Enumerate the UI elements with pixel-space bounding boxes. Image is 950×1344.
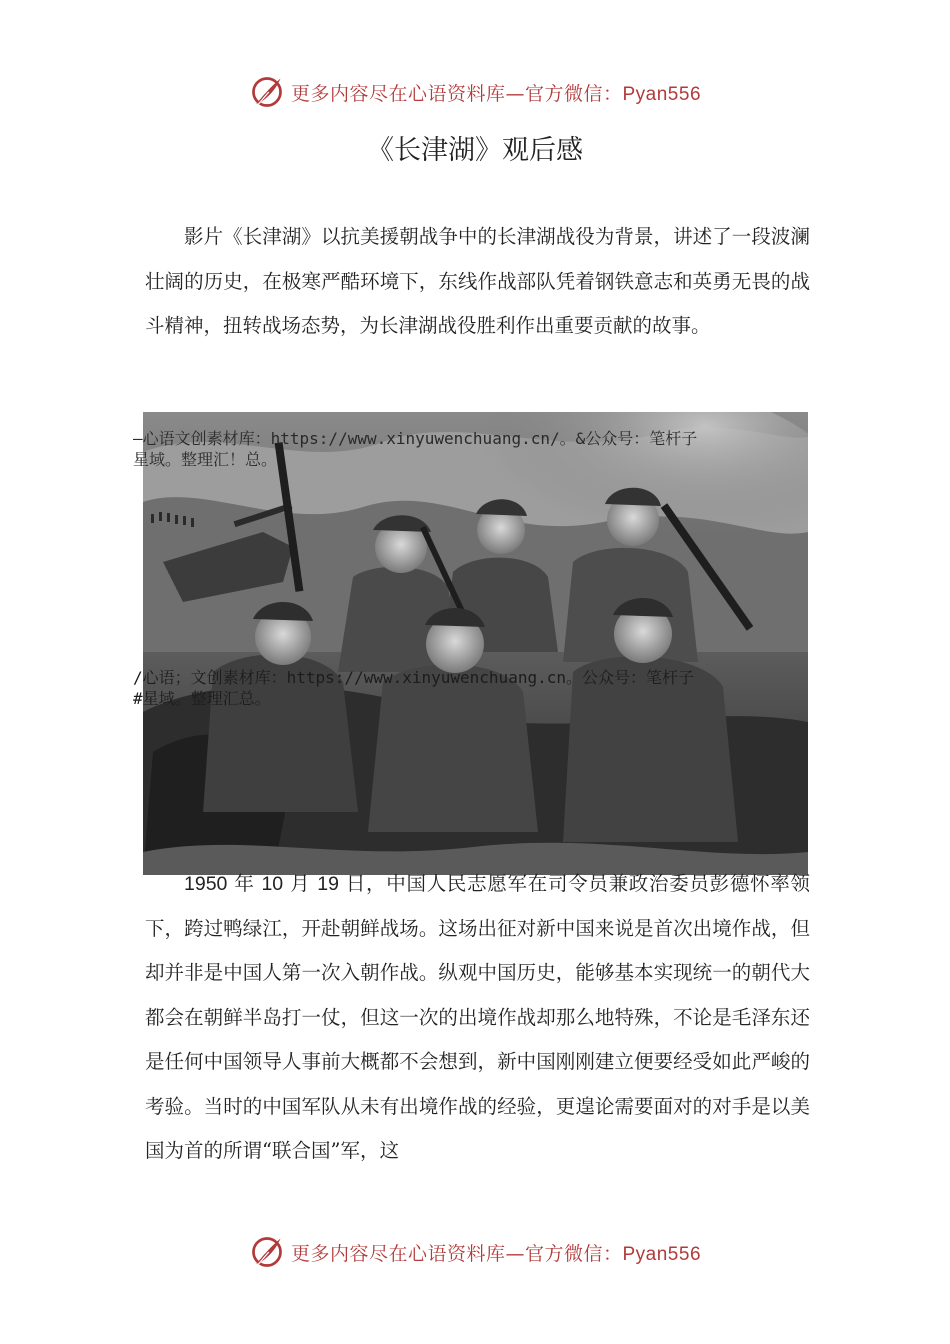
header-banner (0, 70, 950, 114)
watermark-text-lower (133, 667, 853, 709)
paragraph-intro: 影片《长津湖》以抗美援朝战争中的长津湖战役为背景，讲述了一段波澜壮阔的历史，在极寒严酷环境下，东线作战部队凭着钢铁意志和英勇无畏的战斗精神，扭转战场态势，为长津湖战役胜利作出重要贡献的故事。 (145, 225, 810, 337)
paragraph-history-body: 日，中国人民志愿军在司令员兼政治委员彭德怀率领下，跨过鸭绿江，开赴朝鲜战场。这场出征对新中国来说是首次出境作战，但却并非是中国人第一次入朝作战。纵观中国历史，能够基本实现统一的朝代大都会在朝鲜半岛打一仗，但这一次的出境作战却那么地特殊，不论是毛泽东还是任何中国领导人事前大概都不会想到，新中国刚刚建立便要经受如此严峻的考验。当时的中国军队从未有出境作战的经验，更遑论需要面对的对手是以美国为首的所谓“联合国”军，这 (145, 872, 811, 1162)
banner-slogan: 更多内容尽在心语资料库—官方微信： (290, 1242, 623, 1265)
watermark-line: —心语文创素材库：https://www.xinyuwenchuang.cn/。&公众号：笔杆子 (133, 429, 698, 448)
quill-feather-icon (249, 1234, 285, 1270)
banner-slogan: 更多内容尽在心语资料库—官方微信： (290, 82, 623, 105)
paragraph-history (145, 862, 810, 1174)
footer-banner (0, 1230, 950, 1274)
watermark-line: 星域。整理汇！总。 (133, 450, 278, 469)
month-unit: 月 (290, 872, 311, 895)
banner-text (291, 79, 701, 106)
film-still-photo (143, 412, 808, 875)
banner-account: Pyan556 (622, 1243, 702, 1265)
year-unit: 年 (234, 872, 255, 895)
quill-feather-icon (249, 74, 285, 110)
watermark-text-upper (133, 428, 853, 470)
watermark-line: /心语；文创素材库：https://www.xinyuwenchuang.cn。公众号：笔杆子 (133, 668, 694, 687)
banner-text (291, 1239, 701, 1266)
day-number: 19 (317, 873, 339, 895)
year-number: 1950 (184, 873, 228, 895)
month-number: 10 (261, 873, 284, 895)
watermark-line: #星域。整理汇总。 (133, 689, 271, 708)
document-title: 《长津湖》观后感 (367, 135, 583, 166)
banner-account: Pyan556 (622, 83, 702, 105)
